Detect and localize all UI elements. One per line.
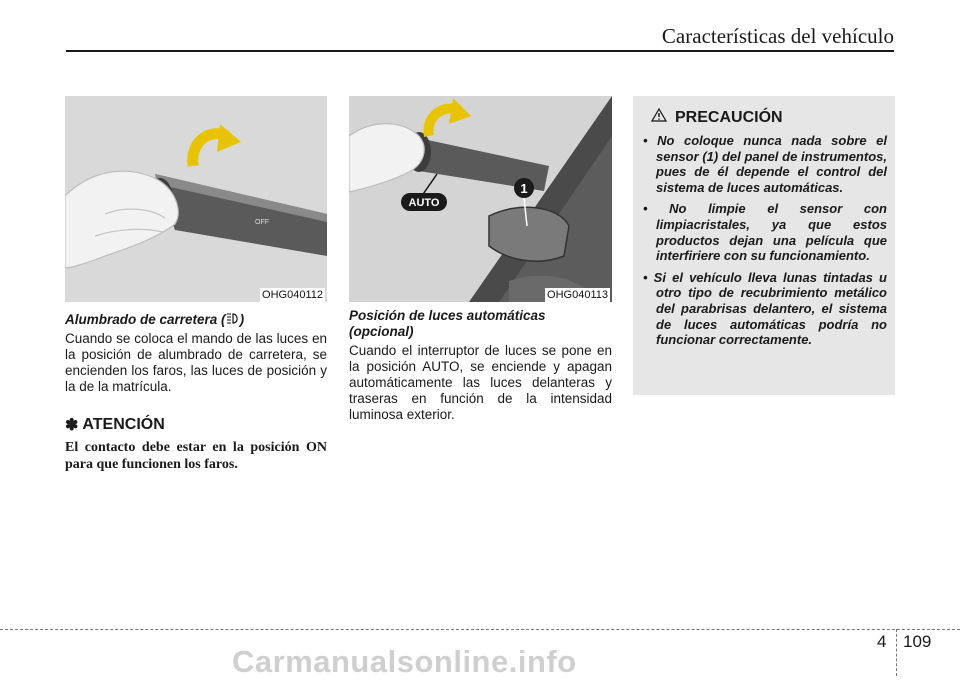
- subhead-auto-light: Posición de luces automáticas (opcional): [349, 308, 546, 339]
- attention-mark-icon: ✽: [65, 417, 79, 434]
- footer-rule: [0, 629, 960, 630]
- subhead-close: ): [239, 312, 245, 327]
- svg-text:OFF: OFF: [255, 219, 269, 226]
- callout-1: 1: [520, 181, 528, 196]
- high-beam-icon: [226, 312, 240, 327]
- auto-label: AUTO: [408, 197, 440, 209]
- caution-title: PRECAUCIÓN: [675, 108, 783, 126]
- caution-item: • Si el vehículo lleva lunas tintadas u otro tipo de recubrimiento metálico del parabrisas delantero, el sistema de luces automáticas podría no funcionar correctamente.: [643, 269, 887, 348]
- column-auto-light: [349, 308, 612, 423]
- high-beam-body: Cuando se coloca el mando de las luces en la posición de alumbrado de carretera, se encienden los faros, las luces de posición y la de la matrícula.: [65, 331, 327, 394]
- attention-heading: [65, 415, 327, 435]
- caution-list: [633, 133, 895, 348]
- subhead-text: Alumbrado de carretera (: [65, 312, 226, 327]
- auto-light-illustration: [349, 96, 612, 302]
- auto-light-body: Cuando el interruptor de luces se pone en la posición AUTO, se enciende y apagan automáticamente las luces delanteras y traseras en función de la intensidad luminosa exterior.: [349, 343, 612, 422]
- subhead-high-beam: [65, 312, 327, 328]
- figure-high-beam-stalk: [65, 96, 327, 302]
- figure-auto-light: [349, 96, 612, 302]
- page-header-title: Características del vehículo: [661, 24, 894, 48]
- footer-separator: [896, 629, 897, 676]
- chapter-number: 4: [877, 632, 887, 651]
- stalk-illustration: [65, 96, 327, 302]
- caution-heading: [651, 108, 895, 127]
- warning-triangle-icon: [651, 108, 667, 127]
- caution-item: • No coloque nunca nada sobre el sensor (1) del panel de instrumentos, pues de él depende el control del sistema de luces automáticas.: [643, 133, 887, 195]
- figure-code: OHG040112: [262, 289, 323, 301]
- attention-body: El contacto debe estar en la posición ON para que funcionen los faros.: [65, 440, 327, 472]
- watermark: Carmanualsonline.info: [232, 644, 577, 679]
- attention-title: ATENCIÓN: [82, 416, 165, 433]
- figure-code: OHG040113: [547, 289, 608, 301]
- column-high-beam: [65, 312, 327, 473]
- caution-box: [633, 96, 895, 395]
- page-number: 109: [903, 632, 932, 651]
- caution-item: • No limpie el sensor con limpiacristales, ya que estos productos dejan una película que interfiriere con su funcionamiento.: [643, 201, 887, 264]
- header-rule: [66, 50, 894, 52]
